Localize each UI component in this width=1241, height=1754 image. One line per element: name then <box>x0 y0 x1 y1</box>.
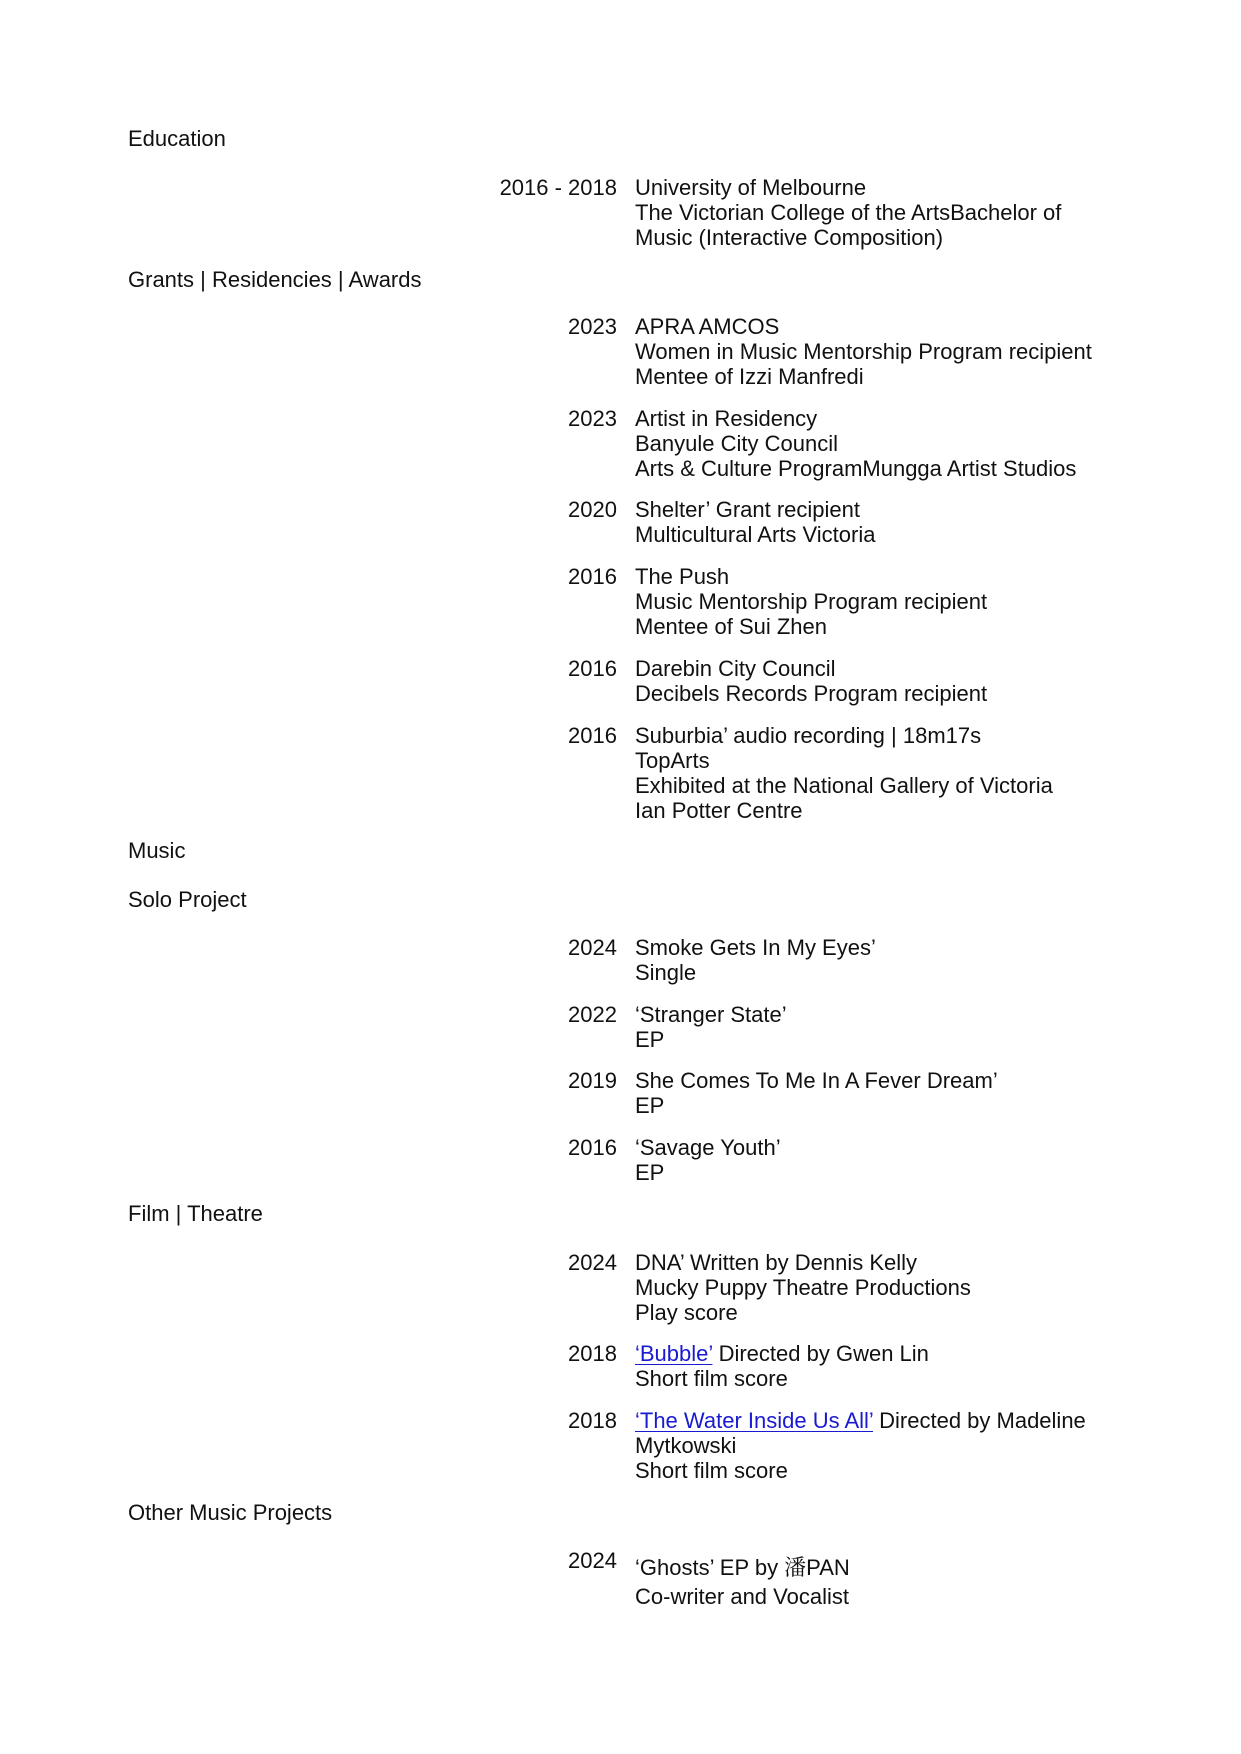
entry-line-text: Directed by Madeline <box>873 1408 1086 1433</box>
entry-line: Mucky Puppy Theatre Productions <box>635 1275 971 1300</box>
entry-details <box>635 1002 1135 1052</box>
entry-year: 2023 <box>568 406 617 431</box>
entry-details <box>635 723 1135 823</box>
entry-year: 2016 - 2018 <box>499 175 617 200</box>
entry-year: 2022 <box>568 1002 617 1027</box>
entry-line: Mentee of Sui Zhen <box>635 614 828 639</box>
entry-details <box>635 1553 1135 1611</box>
entry-line: Single <box>635 960 697 985</box>
entry-details <box>635 1135 1135 1185</box>
section-heading-film-theatre: Film | Theatre <box>128 1201 263 1226</box>
entry-details <box>635 314 1135 389</box>
entry-details <box>635 1408 1135 1483</box>
entry-line: APRA AMCOS <box>635 314 780 339</box>
section-heading-solo-project: Solo Project <box>128 887 247 912</box>
entry-line: Co-writer and Vocalist <box>635 1584 849 1609</box>
entry-line: Short film score <box>635 1458 788 1483</box>
entry-details <box>635 175 1135 250</box>
entry-year: 2016 <box>568 656 617 681</box>
entry-line: Shelter’ Grant recipient <box>635 497 860 522</box>
entry-line: University of Melbourne <box>635 175 867 200</box>
film-title-link[interactable]: ‘Bubble’ <box>635 1341 713 1366</box>
entry-line-text: Directed by Gwen Lin <box>712 1341 929 1366</box>
entry-line <box>635 1408 1135 1433</box>
entry-line: EP <box>635 1160 665 1185</box>
film-title-link[interactable]: ‘The Water Inside Us All’ <box>635 1408 874 1433</box>
entry-details <box>635 656 1135 706</box>
section-heading-grants-residencies-awards: Grants | Residencies | Awards <box>128 267 422 292</box>
entry-line: Arts & Culture ProgramMungga Artist Studios <box>635 456 1077 481</box>
entry-year: 2016 <box>568 564 617 589</box>
entry-year: 2016 <box>568 1135 617 1160</box>
entry-line <box>635 1341 1135 1366</box>
entry-line: Artist in Residency <box>635 406 818 431</box>
entry-year: 2023 <box>568 314 617 339</box>
entry-details <box>635 497 1135 547</box>
entry-details <box>635 1250 1135 1325</box>
entry-details <box>635 935 1135 985</box>
entry-line: Music Mentorship Program recipient <box>635 589 988 614</box>
entry-line: EP <box>635 1027 665 1052</box>
entry-details <box>635 1068 1135 1118</box>
entry-year: 2024 <box>568 1548 617 1573</box>
entry-details <box>635 1341 1135 1391</box>
section-heading-other-music-projects: Other Music Projects <box>128 1500 333 1525</box>
entry-line: Suburbia’ audio recording | 18m17s <box>635 723 982 748</box>
entry-year: 2024 <box>568 935 617 960</box>
entry-line: TopArts <box>635 748 710 773</box>
entry-line: Decibels Records Program recipient <box>635 681 988 706</box>
entry-year: 2018 <box>568 1408 617 1433</box>
entry-line: Short film score <box>635 1366 788 1391</box>
entry-line: The Push <box>635 564 730 589</box>
entry-line: Banyule City Council <box>635 431 838 456</box>
section-heading-music: Music <box>128 838 186 863</box>
entry-line: ‘Ghosts’ EP by 潘PAN <box>635 1555 850 1580</box>
entry-line: Darebin City Council <box>635 656 836 681</box>
entry-year: 2020 <box>568 497 617 522</box>
entry-line: Music (Interactive Composition) <box>635 225 944 250</box>
section-heading-education: Education <box>128 126 226 151</box>
entry-details <box>635 564 1135 639</box>
entry-line: Play score <box>635 1300 738 1325</box>
entry-line: ‘Savage Youth’ <box>635 1135 781 1160</box>
entry-line: Women in Music Mentorship Program recipient <box>635 339 1092 364</box>
entry-line: Smoke Gets In My Eyes’ <box>635 935 876 960</box>
entry-year: 2024 <box>568 1250 617 1275</box>
entry-line: Multicultural Arts Victoria <box>635 522 876 547</box>
entry-line: Ian Potter Centre <box>635 798 803 823</box>
entry-year: 2016 <box>568 723 617 748</box>
entry-year: 2018 <box>568 1341 617 1366</box>
entry-line: ‘Stranger State’ <box>635 1002 787 1027</box>
entry-line: Exhibited at the National Gallery of Victoria <box>635 773 1053 798</box>
entry-line: EP <box>635 1093 665 1118</box>
entry-line: Mentee of Izzi Manfredi <box>635 364 864 389</box>
entry-line: The Victorian College of the ArtsBachelor of <box>635 200 1062 225</box>
entry-line: Mytkowski <box>635 1433 737 1458</box>
entry-details <box>635 406 1135 481</box>
entry-line: DNA’ Written by Dennis Kelly <box>635 1250 918 1275</box>
entry-line: She Comes To Me In A Fever Dream’ <box>635 1068 998 1093</box>
entry-year: 2019 <box>568 1068 617 1093</box>
